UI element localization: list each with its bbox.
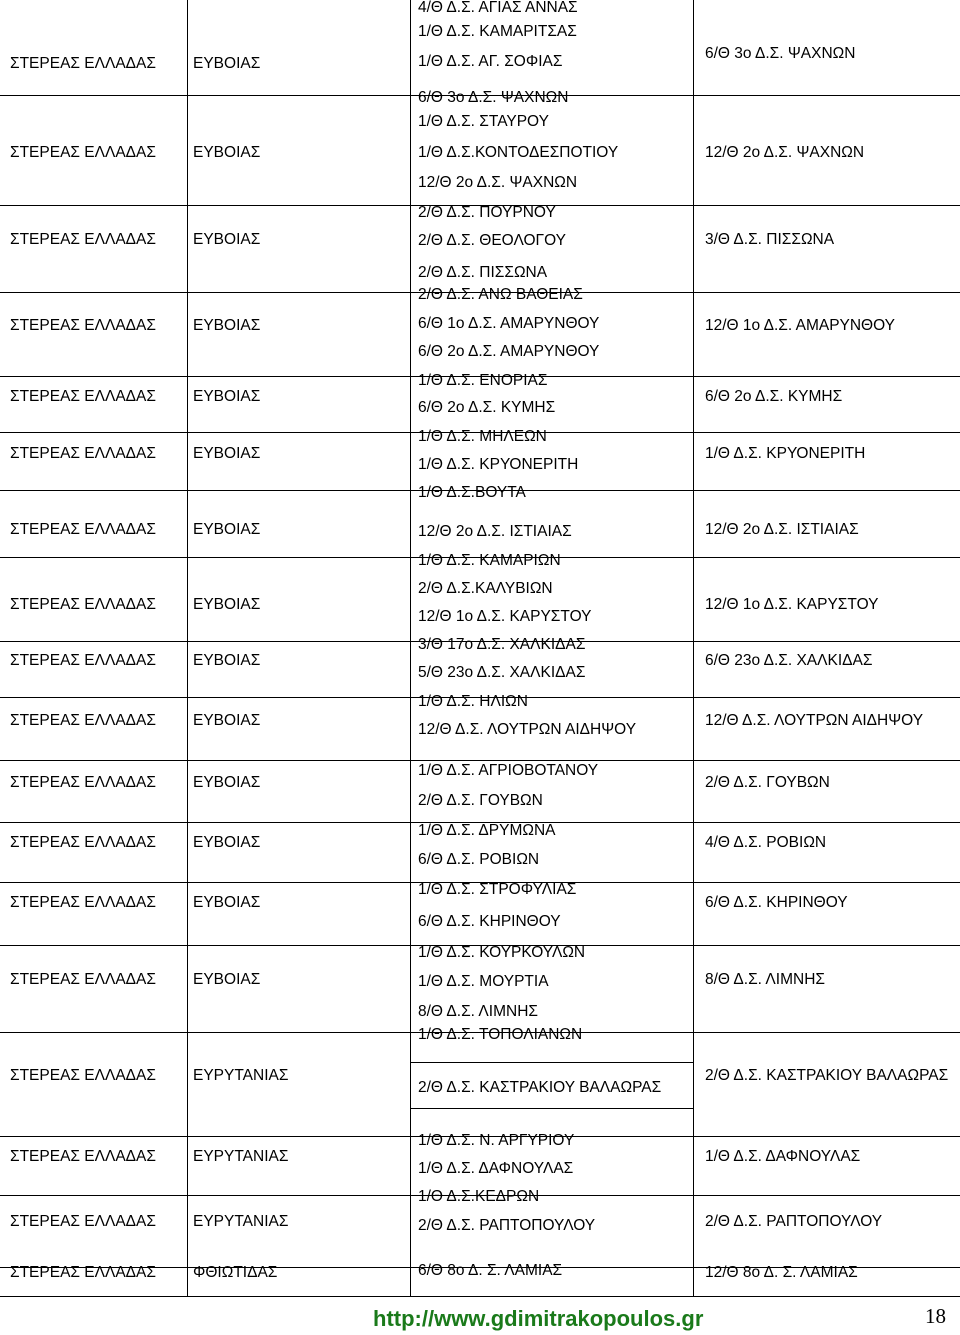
prefecture-cell: ΦΘΙΩΤΙΔΑΣ [193,1264,278,1281]
school-name: 6/Θ Δ.Σ. ΡΟΒΙΩΝ [418,851,540,868]
school-name: 1/Θ Δ.Σ. Ν. ΑΡΓΥΡΙΟΥ [418,1132,575,1149]
target-school-cell: 2/Θ Δ.Σ. ΓΟΥΒΩΝ [705,774,830,791]
school-name: 1/Θ Δ.Σ. ΜΟΥΡΤΙΑ [418,973,549,990]
target-school-cell: 8/Θ Δ.Σ. ΛΙΜΝΗΣ [705,971,825,988]
region-cell: ΣΤΕΡΕΑΣ ΕΛΛΑΔΑΣ [10,596,156,613]
prefecture-cell: ΕΥΒΟΙΑΣ [193,144,261,161]
school-name: 1/Θ Δ.Σ. ΚΑΜΑΡΙΩΝ [418,552,561,569]
school-name: 1/Θ Δ.Σ. ΣΤΡΟΦΥΛΙΑΣ [418,881,577,898]
school-name: 4/Θ Δ.Σ. ΑΓΙΑΣ ΑΝΝΑΣ [418,0,578,16]
target-school-cell: 12/Θ 2ο Δ.Σ. ΙΣΤΙΑΙΑΣ [705,521,859,538]
column-divider [693,0,694,1297]
school-name: 2/Θ Δ.Σ. ΡΑΠΤΟΠΟΥΛΟΥ [418,1217,596,1234]
prefecture-cell: ΕΥΒΟΙΑΣ [193,317,261,334]
prefecture-cell: ΕΥΒΟΙΑΣ [193,971,261,988]
school-name: 1/Θ Δ.Σ. ΣΤΑΥΡΟΥ [418,113,549,130]
target-school-cell: 6/Θ 23ο Δ.Σ. ΧΑΛΚΙΔΑΣ [705,652,873,669]
prefecture-cell: ΕΥΒΟΙΑΣ [193,652,261,669]
footer-url-link[interactable]: http://www.gdimitrakopoulos.gr [373,1306,704,1331]
row-divider [0,760,960,761]
region-cell: ΣΤΕΡΕΑΣ ΕΛΛΑΔΑΣ [10,231,156,248]
school-name: 1/Θ Δ.Σ. ΜΗΛΕΩΝ [418,428,547,445]
target-school-cell: 1/Θ Δ.Σ. ΔΑΦΝΟΥΛΑΣ [705,1148,861,1165]
prefecture-cell: ΕΥΒΟΙΑΣ [193,55,261,72]
school-name: 12/Θ 2ο Δ.Σ. ΨΑΧΝΩΝ [418,174,578,191]
prefecture-cell: ΕΥΡΥΤΑΝΙΑΣ [193,1067,289,1084]
region-cell: ΣΤΕΡΕΑΣ ΕΛΛΑΔΑΣ [10,55,156,72]
school-name: 6/Θ 1ο Δ.Σ. ΑΜΑΡΥΝΘΟΥ [418,315,600,332]
prefecture-cell: ΕΥΒΟΙΑΣ [193,445,261,462]
target-school-cell: 2/Θ Δ.Σ. ΚΑΣΤΡΑΚΙΟΥ ΒΑΛΑΩΡΑΣ [705,1067,949,1084]
school-name: 8/Θ Δ.Σ. ΛΙΜΝΗΣ [418,1003,538,1020]
school-name: 1/Θ Δ.Σ. ΕΝΟΡΙΑΣ [418,372,548,389]
region-cell: ΣΤΕΡΕΑΣ ΕΛΛΑΔΑΣ [10,144,156,161]
school-name: 1/Θ Δ.Σ.ΚΟΝΤΟΔΕΣΠΟΤΙΟΥ [418,144,619,161]
target-school-cell: 12/Θ 1ο Δ.Σ. ΑΜΑΡΥΝΘΟΥ [705,317,896,334]
school-name: 6/Θ 8ο Δ. Σ. ΛΑΜΙΑΣ [418,1262,563,1279]
school-name: 6/Θ Δ.Σ. ΚΗΡΙΝΘΟΥ [418,913,561,930]
region-cell: ΣΤΕΡΕΑΣ ΕΛΛΑΔΑΣ [10,1213,156,1230]
region-cell: ΣΤΕΡΕΑΣ ΕΛΛΑΔΑΣ [10,652,156,669]
prefecture-cell: ΕΥΒΟΙΑΣ [193,894,261,911]
prefecture-cell: ΕΥΒΟΙΑΣ [193,834,261,851]
school-name: 1/Θ Δ.Σ. ΔΡΥΜΩΝΑ [418,822,556,839]
school-name: 1/Θ Δ.Σ. ΑΓΡΙΟΒΟΤΑΝΟΥ [418,762,599,779]
region-cell: ΣΤΕΡΕΑΣ ΕΛΛΑΔΑΣ [10,445,156,462]
region-cell: ΣΤΕΡΕΑΣ ΕΛΛΑΔΑΣ [10,1067,156,1084]
school-name: 6/Θ 3ο Δ.Σ. ΨΑΧΝΩΝ [418,89,569,106]
school-name: 5/Θ 23ο Δ.Σ. ΧΑΛΚΙΔΑΣ [418,664,586,681]
prefecture-cell: ΕΥΡΥΤΑΝΙΑΣ [193,1148,289,1165]
page-number: 18 [925,1304,946,1328]
school-name: 2/Θ Δ.Σ. ΘΕΟΛΟΓΟΥ [418,232,566,249]
cell-divider [410,1062,693,1063]
target-school-cell: 6/Θ Δ.Σ. ΚΗΡΙΝΘΟΥ [705,894,848,911]
target-school-cell: 4/Θ Δ.Σ. ΡΟΒΙΩΝ [705,834,827,851]
school-name: 1/Θ Δ.Σ. ΚΟΥΡΚΟΥΛΩΝ [418,944,586,961]
school-name: 1/Θ Δ.Σ. ΚΑΜΑΡΙΤΣΑΣ [418,23,577,40]
school-name: 1/Θ Δ.Σ. ΑΓ. ΣΟΦΙΑΣ [418,53,563,70]
school-name: 2/Θ Δ.Σ. ΠΟΥΡΝΟΥ [418,204,556,221]
column-divider [187,0,188,1297]
column-divider [410,0,411,1297]
school-name: 1/Θ Δ.Σ. ΗΛΙΩΝ [418,693,528,710]
prefecture-cell: ΕΥΡΥΤΑΝΙΑΣ [193,1213,289,1230]
cell-divider [410,1108,693,1109]
school-name: 1/Θ Δ.Σ.ΒΟΥΤΑ [418,484,526,501]
school-name: 1/Θ Δ.Σ. ΤΟΠΟΛΙΑΝΩΝ [418,1026,583,1043]
target-school-cell: 12/Θ 2ο Δ.Σ. ΨΑΧΝΩΝ [705,144,865,161]
prefecture-cell: ΕΥΒΟΙΑΣ [193,774,261,791]
region-cell: ΣΤΕΡΕΑΣ ΕΛΛΑΔΑΣ [10,774,156,791]
school-name: 2/Θ Δ.Σ.ΚΑΛΥΒΙΩΝ [418,580,553,597]
prefecture-cell: ΕΥΒΟΙΑΣ [193,521,261,538]
region-cell: ΣΤΕΡΕΑΣ ΕΛΛΑΔΑΣ [10,834,156,851]
school-name: 1/Θ Δ.Σ.ΚΕΔΡΩΝ [418,1188,540,1205]
target-school-cell: 12/Θ 8ο Δ. Σ. ΛΑΜΙΑΣ [705,1264,858,1281]
table-bottom-border [0,1296,960,1297]
target-school-cell: 6/Θ 3ο Δ.Σ. ΨΑΧΝΩΝ [705,45,856,62]
target-school-cell: 12/Θ 1ο Δ.Σ. ΚΑΡΥΣΤΟΥ [705,596,879,613]
target-school-cell: 2/Θ Δ.Σ. ΡΑΠΤΟΠΟΥΛΟΥ [705,1213,883,1230]
prefecture-cell: ΕΥΒΟΙΑΣ [193,388,261,405]
target-school-cell: 12/Θ Δ.Σ. ΛΟΥΤΡΩΝ ΑΙΔΗΨΟΥ [705,712,924,729]
school-name: 6/Θ 2ο Δ.Σ. ΚΥΜΗΣ [418,399,556,416]
school-name: 12/Θ 1ο Δ.Σ. ΚΑΡΥΣΤΟΥ [418,608,592,625]
school-name: 2/Θ Δ.Σ. ΠΙΣΣΩΝΑ [418,264,548,281]
region-cell: ΣΤΕΡΕΑΣ ΕΛΛΑΔΑΣ [10,388,156,405]
region-cell: ΣΤΕΡΕΑΣ ΕΛΛΑΔΑΣ [10,712,156,729]
school-name: 3/Θ 17ο Δ.Σ. ΧΑΛΚΙΔΑΣ [418,636,586,653]
school-name: 2/Θ Δ.Σ. ΑΝΩ ΒΑΘΕΙΑΣ [418,286,583,303]
target-school-cell: 1/Θ Δ.Σ. ΚΡΥΟΝΕΡΙΤΗ [705,445,866,462]
region-cell: ΣΤΕΡΕΑΣ ΕΛΛΑΔΑΣ [10,1148,156,1165]
region-cell: ΣΤΕΡΕΑΣ ΕΛΛΑΔΑΣ [10,1264,156,1281]
school-name: 1/Θ Δ.Σ. ΔΑΦΝΟΥΛΑΣ [418,1160,574,1177]
region-cell: ΣΤΕΡΕΑΣ ΕΛΛΑΔΑΣ [10,894,156,911]
school-name: 12/Θ 2ο Δ.Σ. ΙΣΤΙΑΙΑΣ [418,523,572,540]
prefecture-cell: ΕΥΒΟΙΑΣ [193,231,261,248]
school-name: 6/Θ 2ο Δ.Σ. ΑΜΑΡΥΝΘΟΥ [418,343,600,360]
prefecture-cell: ΕΥΒΟΙΑΣ [193,596,261,613]
region-cell: ΣΤΕΡΕΑΣ ΕΛΛΑΔΑΣ [10,317,156,334]
school-name: 12/Θ Δ.Σ. ΛΟΥΤΡΩΝ ΑΙΔΗΨΟΥ [418,721,637,738]
prefecture-cell: ΕΥΒΟΙΑΣ [193,712,261,729]
school-name: 2/Θ Δ.Σ. ΚΑΣΤΡΑΚΙΟΥ ΒΑΛΑΩΡΑΣ [418,1079,662,1096]
target-school-cell: 6/Θ 2ο Δ.Σ. ΚΥΜΗΣ [705,388,843,405]
target-school-cell: 3/Θ Δ.Σ. ΠΙΣΣΩΝΑ [705,231,835,248]
region-cell: ΣΤΕΡΕΑΣ ΕΛΛΑΔΑΣ [10,971,156,988]
region-cell: ΣΤΕΡΕΑΣ ΕΛΛΑΔΑΣ [10,521,156,538]
school-name: 2/Θ Δ.Σ. ΓΟΥΒΩΝ [418,792,543,809]
school-name: 1/Θ Δ.Σ. ΚΡΥΟΝΕΡΙΤΗ [418,456,579,473]
